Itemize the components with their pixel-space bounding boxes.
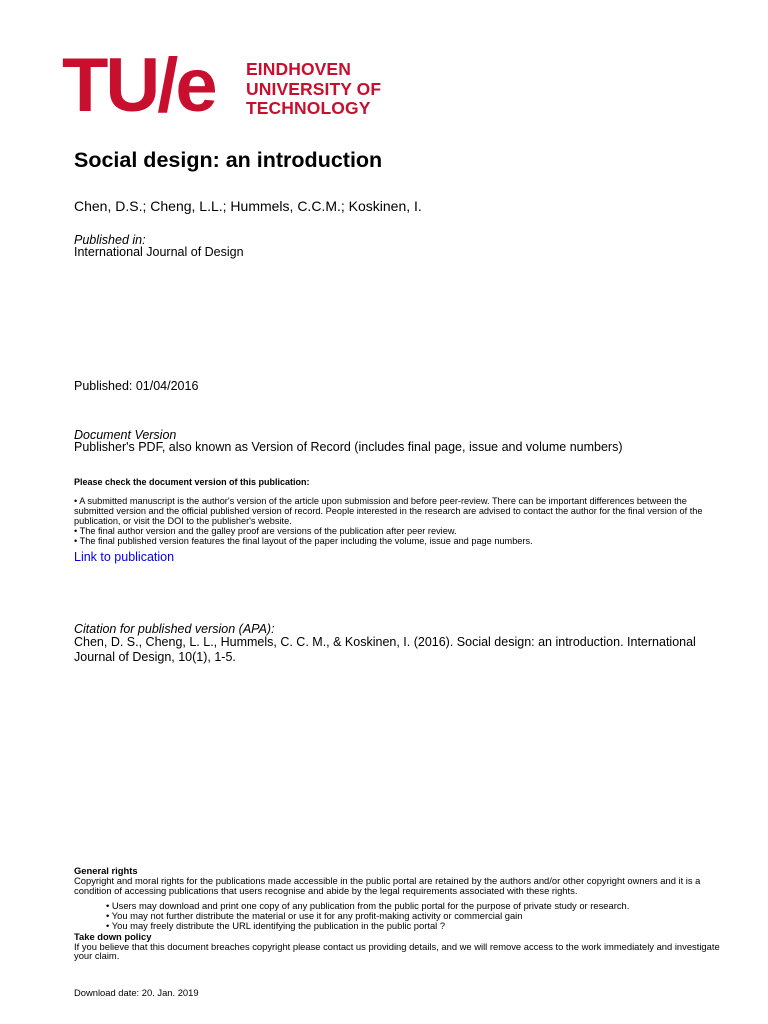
published-in-block xyxy=(74,234,244,259)
university-name xyxy=(246,60,381,119)
document-version-block xyxy=(74,429,623,454)
list-item: • You may not further distribute the material or use it for any profit-making activity or commercial gain xyxy=(106,910,523,922)
published-in-value: International Journal of Design xyxy=(74,245,244,259)
published-in-label: Published in: xyxy=(74,233,146,247)
take-down-heading: Take down policy xyxy=(74,930,152,942)
citation-label: Citation for published version (APA): xyxy=(74,622,275,636)
citation-block xyxy=(74,623,734,664)
document-title: Social design: an introduction xyxy=(74,148,383,172)
university-line-1: EINDHOVEN xyxy=(246,59,351,79)
citation-value: Chen, D. S., Cheng, L. L., Hummels, C. C. M., & Koskinen, I. (2016). Social design: an introduction. International Journal of Design, 10(1), 1-5. xyxy=(74,635,696,664)
general-rights-heading: General rights xyxy=(74,865,138,876)
list-item: • You may freely distribute the URL identifying the publication in the public portal ? xyxy=(106,919,446,931)
university-line-3: TECHNOLOGY xyxy=(246,98,371,118)
check-bullets xyxy=(74,496,724,546)
check-heading: Please check the document version of this publication: xyxy=(74,477,310,487)
general-rights-block xyxy=(74,866,734,961)
check-bullet: • The final published version features the final layout of the paper including the volume, issue and page numbers. xyxy=(74,536,533,546)
download-date: Download date: 20. Jan. 2019 xyxy=(74,987,199,998)
tue-logo xyxy=(62,55,402,125)
logo-text: TU/e xyxy=(62,55,215,125)
tue-logo-mark xyxy=(62,55,232,125)
authors: Chen, D.S.; Cheng, L.L.; Hummels, C.C.M.; Koskinen, I. xyxy=(74,198,422,214)
check-bullet: • The final author version and the galley proof are versions of the publication after peer review. xyxy=(74,526,457,536)
document-version-label: Document Version xyxy=(74,428,177,442)
link-to-publication[interactable]: Link to publication xyxy=(74,550,175,564)
university-line-2: UNIVERSITY OF xyxy=(246,78,382,99)
check-bullet: • A submitted manuscript is the author's version of the article upon submission and before peer-review. There can be important differences between the submitted version and the official published version of record. People interested in the research are advised to contact the author for the final version of the publication, or visit the DOI to the publisher's website. xyxy=(74,496,703,526)
general-rights-text: Copyright and moral rights for the publications made accessible in the public portal are retained by the authors and/or other copyright owners and it is a condition of accessing publications that users recognise and abide by the legal requirements associated with these rights. xyxy=(74,874,701,896)
published-date: Published: 01/04/2016 xyxy=(74,379,199,393)
general-rights-list xyxy=(74,901,734,930)
list-item: • Users may download and print one copy of any publication from the public portal for the purpose of private study or research. xyxy=(106,900,630,912)
document-version-value: Publisher's PDF, also known as Version of Record (includes final page, issue and volume numbers) xyxy=(74,440,623,454)
take-down-text: If you believe that this document breaches copyright please contact us providing details, and we will remove access to the work immediately and investigate your claim. xyxy=(74,940,720,962)
